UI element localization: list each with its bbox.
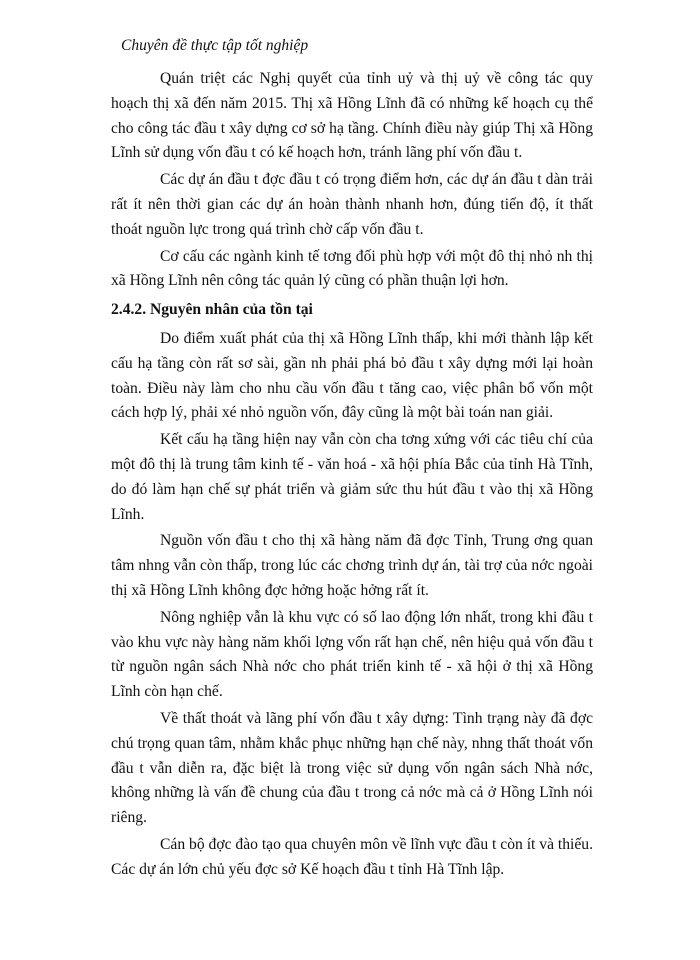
running-title: Chuyên đề thực tập tốt nghiệp xyxy=(121,37,309,54)
paragraph: Quán triệt các Nghị quyết của tỉnh uỷ và thị uỷ về công tác quy hoạch thị xã đến năm 2015. Thị xã Hồng Lĩnh đã có những kế hoạch cụ thể cho công tác đầu t xây dựng cơ sở hạ tầng. Chính điều này giúp Thị xã Hồng Lĩnh sử dụng vốn đầu t có kế hoạch hơn, tránh lãng phí vốn đầu t. xyxy=(111,70,593,162)
paragraph: Các dự án đầu t đợc đầu t có trọng điểm hơn, các dự án đầu t dàn trải rất ít nên thời gian các dự án hoàn thành nhanh hơn, đúng tiến độ, ít thất thoát nguồn lực trong quá trình chờ cấp vốn đầu t. xyxy=(111,171,593,238)
paragraph: Nông nghiệp vẫn là khu vực có số lao động lớn nhất, trong khi đầu t vào khu vực này hàng năm khối lợng vốn rất hạn chế, nên hiệu quả vốn đầu t từ nguồn ngân sách Nhà nớc cho phát triển kinh tế - xã hội ở thị xã Hồng Lĩnh còn hạn chế. xyxy=(111,608,593,701)
paragraph: Cán bộ đợc đào tạo qua chuyên môn về lĩnh vực đầu t còn ít và thiếu. Các dự án lớn chủ yếu đợc sở Kế hoạch đầu t tỉnh Hà Tĩnh lập. xyxy=(111,835,593,878)
paragraph: Về thất thoát và lãng phí vốn đầu t xây dựng: Tình trạng này đã đợc chú trọng quan tâm, nhằm khắc phục những hạn chế này, nhng thất thoát vốn đầu t vẫn diễn ra, đặc biệt là trong việc sử dụng vốn ngân sách Nhà nớc, không những là vấn đề chung của đầu t trong cả nớc mà cả ở Hồng Lĩnh nói riêng. xyxy=(111,709,593,827)
section-heading: 2.4.2. Nguyên nhân của tồn tại xyxy=(111,301,313,319)
paragraph: Kết cấu hạ tầng hiện nay vẫn còn cha tơng xứng với các tiêu chí của một đô thị là trung tâm kinh tế - văn hoá - xã hội phía Bắc của tỉnh Hà Tĩnh, do đó làm hạn chế sự phát triển và giảm sức thu hút đầu t vào thị xã Hồng Lĩnh. xyxy=(111,431,593,523)
paragraph: Nguồn vốn đầu t cho thị xã hàng năm đã đợc Tỉnh, Trung ơng quan tâm nhng vẫn còn thấp, trong lúc các chơng trình dự án, tài trợ của nớc ngoài thị xã Hồng Lĩnh không đợc hởng hoặc hởng rất ít. xyxy=(111,532,593,599)
paragraph: Cơ cấu các ngành kinh tế tơng đối phù hợp với một đô thị nhỏ nh thị xã Hồng Lĩnh nên công tác quản lý cũng có phần thuận lợi hơn. xyxy=(111,247,593,290)
paragraph: Do điểm xuất phát của thị xã Hồng Lĩnh thấp, khi mới thành lập kết cấu hạ tầng còn rất sơ sài, gần nh phải phá bỏ đầu t xây dựng mới lại hoàn toàn. Điều này làm cho nhu cầu vốn đầu t tăng cao, việc phân bổ vốn một cách hợp lý, phải xé nhỏ nguồn vốn, đây cũng là một bài toán nan giải. xyxy=(111,329,593,422)
body-text xyxy=(111,67,593,885)
